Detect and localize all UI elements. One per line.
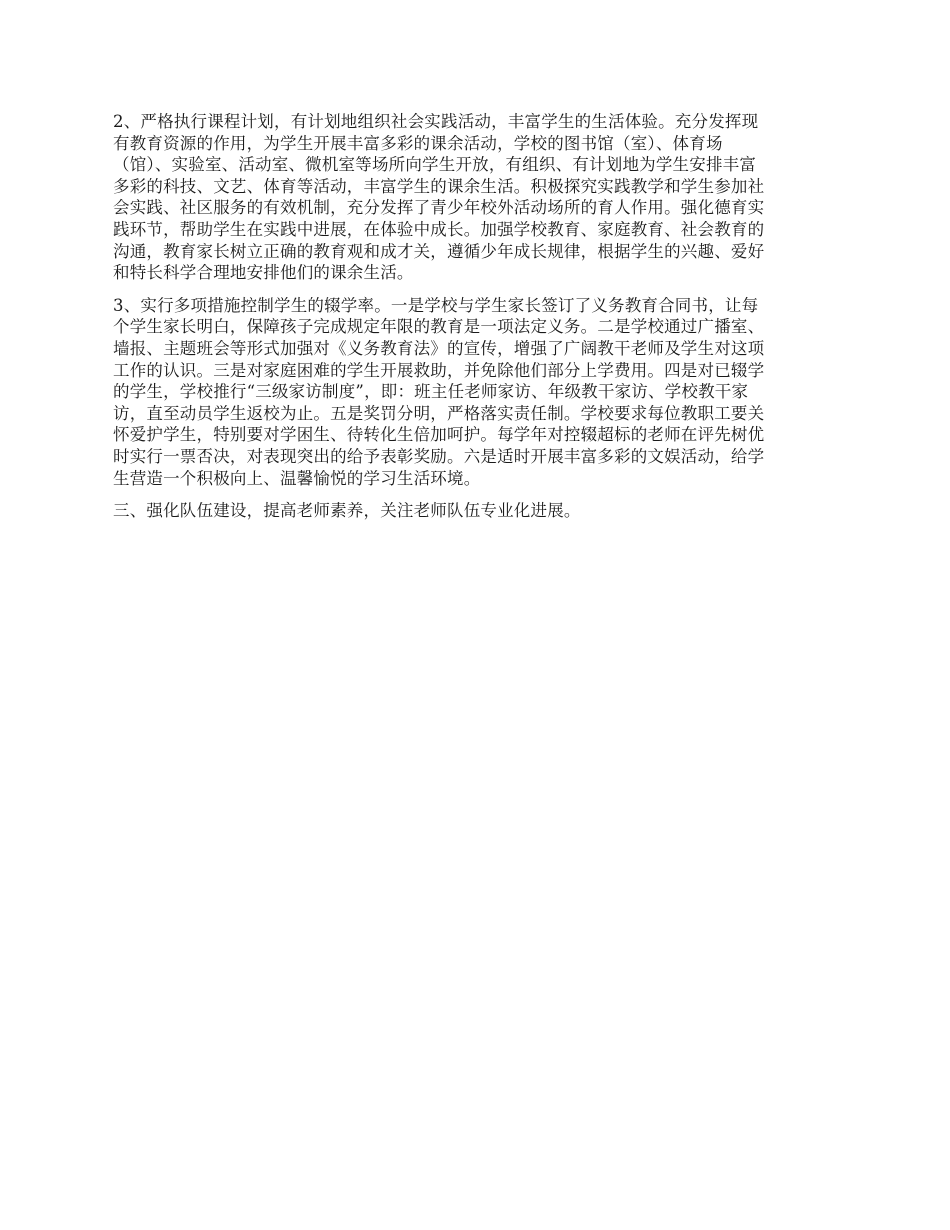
paragraph-dropout-control: 3、实行多项措施控制学生的辍学率。一是学校与学生家长签订了义务教育合同书，让每 个学生家长明白，保障孩子完成规定年限的教育是一项法定义务。二是学校通过广播室、 墙报、主题班会等形式加强对《义务教育法》的宣传，增强了广阔教干老师及学生对这项 工作的认识。三是对家庭困难的学生开展救助，并免除他们部分上学费用。四是对已辍学 的学生，学校推行“三级家访制度”，即：班主任老师家访、年级教干家访、学校教干家 访，直至动员学生返校为止。五是奖罚分明，严格落实责任制。学校要求每位教职工要关 怀爱护学生，特别要对学困生、待转化生倍加呵护。每学年对控辍超标的老师在评先树优 时实行一票否决，对表现突出的给予表彰奖励。六是适时开展丰富多彩的文娱活动，给学 生营造一个积极向上、温馨愉悦的学习生活环境。 [113,295,765,488]
document-page [113,111,843,533]
section-heading-teacher-team: 三、强化队伍建设，提高老师素养，关注老师队伍专业化进展。 [113,501,581,521]
paragraph-course-plan: 2、严格执行课程计划，有计划地组织社会实践活动，丰富学生的生活体验。充分发挥现 有教育资源的作用，为学生开展丰富多彩的课余活动，学校的图书馆（室）、体育场 （馆）、实验室、活动室、微机室等场所向学生开放，有组织、有计划地为学生安排丰富 多彩的科技、文艺、体育等活动，丰富学生的课余生活。积极探究实践教学和学生参加社 会实践、社区服务的有效机制，充分发挥了青少年校外活动场所的育人作用。强化德育实 践环节，帮助学生在实践中进展，在体验中成长。加强学校教育、家庭教育、社会教育的 沟通，教育家长树立正确的教育观和成才关，遵循少年成长规律，根据学生的兴趣、爱好 和特长科学合理地安排他们的课余生活。 [113,112,765,283]
